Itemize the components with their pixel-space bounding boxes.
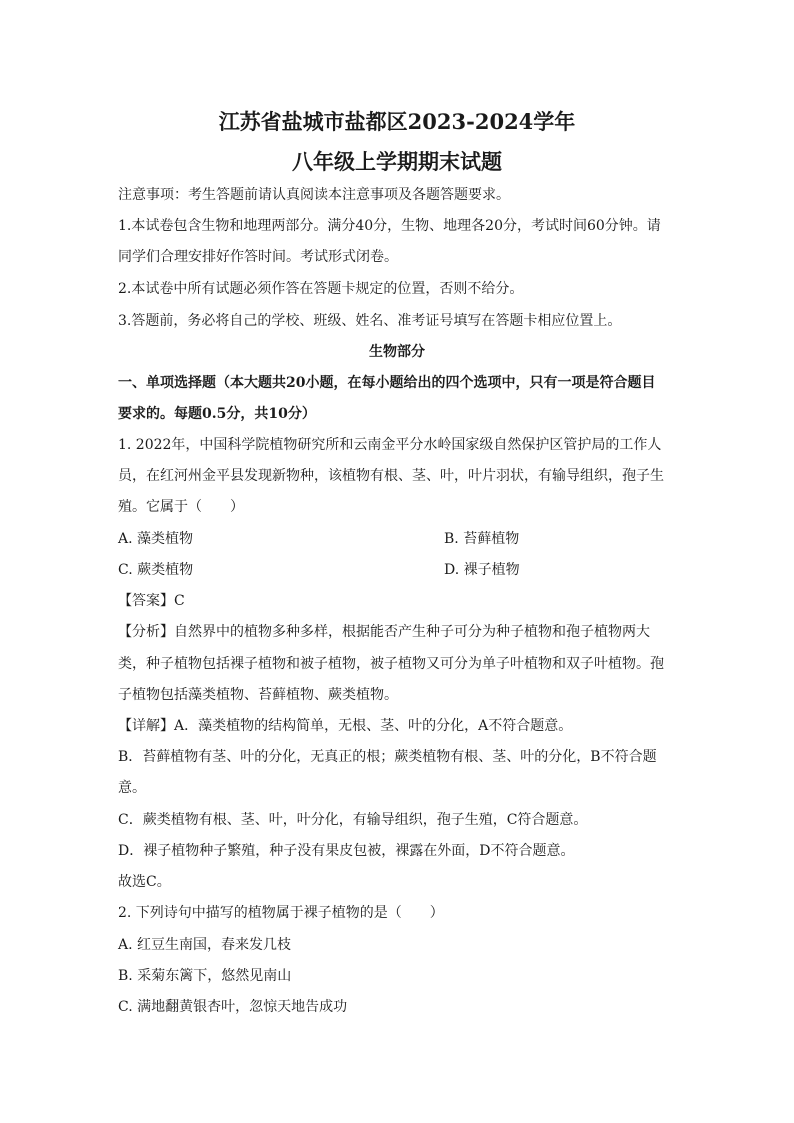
- notice-item1-line2: 同学们合理安排好作答时间。考试形式闭卷。: [118, 249, 398, 265]
- q1-conclusion: 故选C。: [118, 874, 171, 890]
- q1-detail-c: C．蕨类植物有根、茎、叶，叶分化，有输导组织，孢子生殖，C符合题意。: [118, 812, 588, 828]
- q1-option-a: A. 藻类植物: [118, 531, 194, 547]
- q1-detail-b-line1: B．苔藓植物有茎、叶的分化，无真正的根；蕨类植物有根、茎、叶的分化，B不符合题: [118, 749, 657, 765]
- q2-option-b: B. 采菊东篱下，悠然见南山: [118, 968, 292, 984]
- q1-analysis-line3: 子植物包括藻类植物、苔藓植物、蕨类植物。: [118, 687, 398, 703]
- notice-item1-line1: 1.本试卷包含生物和地理两部分。满分40分，生物、地理各20分，考试时间60分钟。请: [118, 218, 661, 234]
- q1-detail-d: D．裸子植物种子繁殖，种子没有果皮包被，裸露在外面，D不符合题意。: [118, 843, 575, 859]
- q1-answer: 【答案】C: [118, 593, 185, 609]
- q1-stem-line1: 1. 2022年，中国科学院植物研究所和云南金平分水岭国家级自然保护区管护局的工作人: [118, 437, 662, 453]
- exam-title-line1: 江苏省盐城市盐都区2023-2024学年: [218, 109, 576, 134]
- q1-detail-a: 【详解】A．藻类植物的结构简单，无根、茎、叶的分化，A不符合题意。: [118, 718, 573, 734]
- q1-option-d: D. 裸子植物: [444, 562, 520, 578]
- q1-analysis-line2: 类，种子植物包括裸子植物和被子植物，被子植物又可分为单子叶植物和双子叶植物。孢: [118, 656, 664, 672]
- exam-title-line2: 八年级上学期期末试题: [292, 149, 502, 174]
- q1-option-c: C. 蕨类植物: [118, 562, 194, 578]
- notice-item2: 2.本试卷中所有试题必须作答在答题卡规定的位置，否则不给分。: [118, 281, 524, 297]
- part1-heading-line1: 一、单项选择题（本大题共20小题，在每小题给出的四个选项中，只有一项是符合题目: [118, 375, 656, 391]
- notice-item3: 3.答题前，务必将自己的学校、班级、姓名、准考证号填写在答题卡相应位置上。: [118, 313, 622, 329]
- q1-stem-line2: 员，在红河州金平县发现新物种，该植物有根、茎、叶，叶片羽状，有输导组织，孢子生: [118, 468, 664, 484]
- section-title: 生物部分: [369, 344, 425, 360]
- notice-intro: 注意事项：考生答题前请认真阅读本注意事项及各题答题要求。: [118, 187, 510, 203]
- q2-option-a: A. 红豆生南国，春来发几枝: [118, 937, 292, 953]
- q1-option-b: B. 苔藓植物: [444, 531, 520, 547]
- part1-heading-line2: 要求的。每题0.5分，共10分）: [118, 406, 316, 422]
- q2-option-c: C. 满地翻黄银杏叶，忽惊天地告成功: [118, 999, 348, 1015]
- q2-stem: 2. 下列诗句中描写的植物属于裸子植物的是（ ）: [118, 905, 444, 921]
- q1-detail-b-line2: 意。: [118, 780, 146, 796]
- q1-stem-line3: 殖。它属于（ ）: [118, 499, 244, 515]
- q1-analysis-line1: 【分析】自然界中的植物多种多样，根据能否产生种子可分为种子植物和孢子植物两大: [118, 624, 650, 640]
